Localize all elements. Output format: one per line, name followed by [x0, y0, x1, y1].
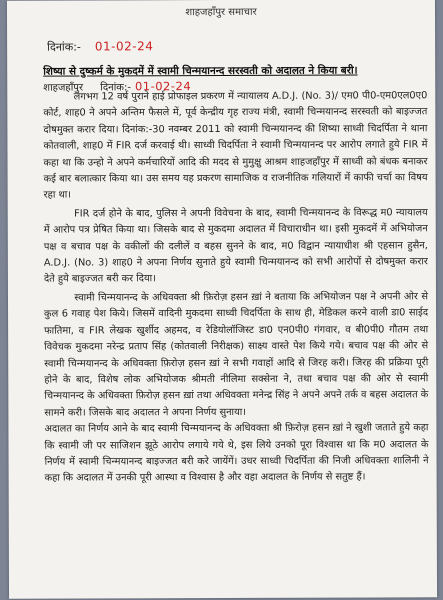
- dateline-place: शाहजहाँपुर: [43, 82, 84, 94]
- date-label: दिनांक:-: [47, 40, 81, 54]
- article-body: [43, 88, 428, 487]
- paragraph: स्वामी चिन्मयानन्द के अधिवक्ता श्री फ़िरोज़ हसन ख़ां ने बताया कि अभियोजन पक्ष ने अपनी ओर से कुल 6 गवाह पेश किये। जिसमें वादिनी मुकदमा साध्वी चिदर्पिता के साथ ही, मेडिकल करने वाली डा0 साईद फातिमा, व FIR लेखक खुर्शीद अहमद, व रेडियोलॉजिस्ट डा0 एन0पी0 गंगवार, व बी0पी0 गौतम तथा विवेचक मुकदमा नरेन्द्र प्रताप सिंह (कोतवाली निरीक्षक) साक्ष्य वास्ते पेश किये गये। बचाव पक्ष की ओर से स्वामी चिन्मयानन्द के अधिवक्ता फ़िरोज़ हसन ख़ां ने सभी गवाहों आदि से जिरह करी। जिरह की प्रक्रिया पूरी होने के बाद, विशेष लोक अभियोजक श्रीमती नीलिमा सक्सेना ने, तथा बचाव पक्ष की ओर से स्वामी चिन्मयानन्द के अधिवक्ता फ़िरोज़ हसन ख़ां तथा अधिवक्ता मनेन्द्र सिंह ने अपने अपने तर्क व बहस अदालत के सामने करी। जिसके बाद अदालत ने अपना निर्णय सुनाया।: [44, 291, 429, 419]
- dateline-handwritten-date: 01-02-24: [134, 79, 192, 94]
- news-headline: शिष्या से दुष्कर्म के मुकदमें में स्वामी चिन्मयानन्द सरस्वती को अदालत ने किया बरी।: [43, 64, 358, 78]
- paragraph: FIR दर्ज होने के बाद, पुलिस ने अपनी विवेचना के बाद, स्वामी चिन्मयानन्द के विरूद्ध म0 न्यायालय में आरोप पत्र प्रेषित किया था। जिसके बाद से मुकदमा अदालत में विचाराधीन था। इसी मुकदमें में अभियोजन पक्ष व बचाव पक्ष के वकीलों की दलीलें व बहस सुनने के बाद, म0 विद्वान न्यायाधीश श्री एहसान हुसैन, A.D.J. (No. 3) शाह0 ने अपना निर्णय सुनाते हुये स्वामी चिन्मयानन्द को सभी आरोपों से दोषमुक्त करार देते हुये बाइज्जत बरी कर दिया।: [43, 207, 428, 286]
- paragraph: अदालत का निर्णय आने के बाद स्वामी चिन्मयानन्द के अधिवक्ता श्री फ़िरोज़ हसन ख़ां ने खुशी जताते हुये कहा कि स्वामी जी पर साजिशन झूठे आरोप लगाये गये थे, इस लिये उनको पूरा विश्वास था कि म0 अदालत के निर्णय में स्वामी चिन्मयानन्द बाइज्जत बरी करे जायेंगें। उधर साध्वी चिदर्पिता की निजी अधिवक्ता शालिनी ने कहा कि अदालत में उनकी पूरी आस्था व विश्वास है और वहा अदालत के निर्णय से सतुष्ट हैं।: [44, 422, 429, 484]
- paragraph: लगभग 12 वर्ष पुराने हाई प्रोफाइल प्रकरण में न्यायालय A.D.J. (No. 3)/ एम0 पी0-एम0एल0ए0 कोर्ट, शाह0 ने अपने अन्तिम फैसले में, पूर्व केन्द्रीय गृह राज्य मंत्री, स्वामी चिन्मयानन्द सरस्वती को बाइज्जत दोषमुक्त करार दिया। दिनांक:-30 नवम्बर 2011 को स्वामी चिन्मयानन्द की शिष्या साध्वी चिदर्पिता ने थाना कोतवाली, शाह0 में FIR दर्ज करवाई थी। साध्वी चिदर्पिता ने स्वामी चिन्मयानन्द पर आरोप लगाते हुये FIR में कहा था कि उन्हो ने अपने कर्मचारियों आदि की मदद से मुमुक्षु आश्रम शाहजहाँपुर में साध्वी को बंधक बनाकर कई बार बलात्कार किया था। उस समय यह प्रकरण सामाजिक व राजनीतिक गलियारों में काफी चर्चा का विषय रहा था।: [43, 90, 428, 202]
- dateline-label: दिनांक:-: [100, 82, 131, 94]
- handwritten-date: 01-02-24: [94, 39, 154, 54]
- document-page: [7, 0, 437, 599]
- date-line: [47, 39, 153, 54]
- letterhead-title: शाहजहाँपुर समाचार: [185, 6, 257, 19]
